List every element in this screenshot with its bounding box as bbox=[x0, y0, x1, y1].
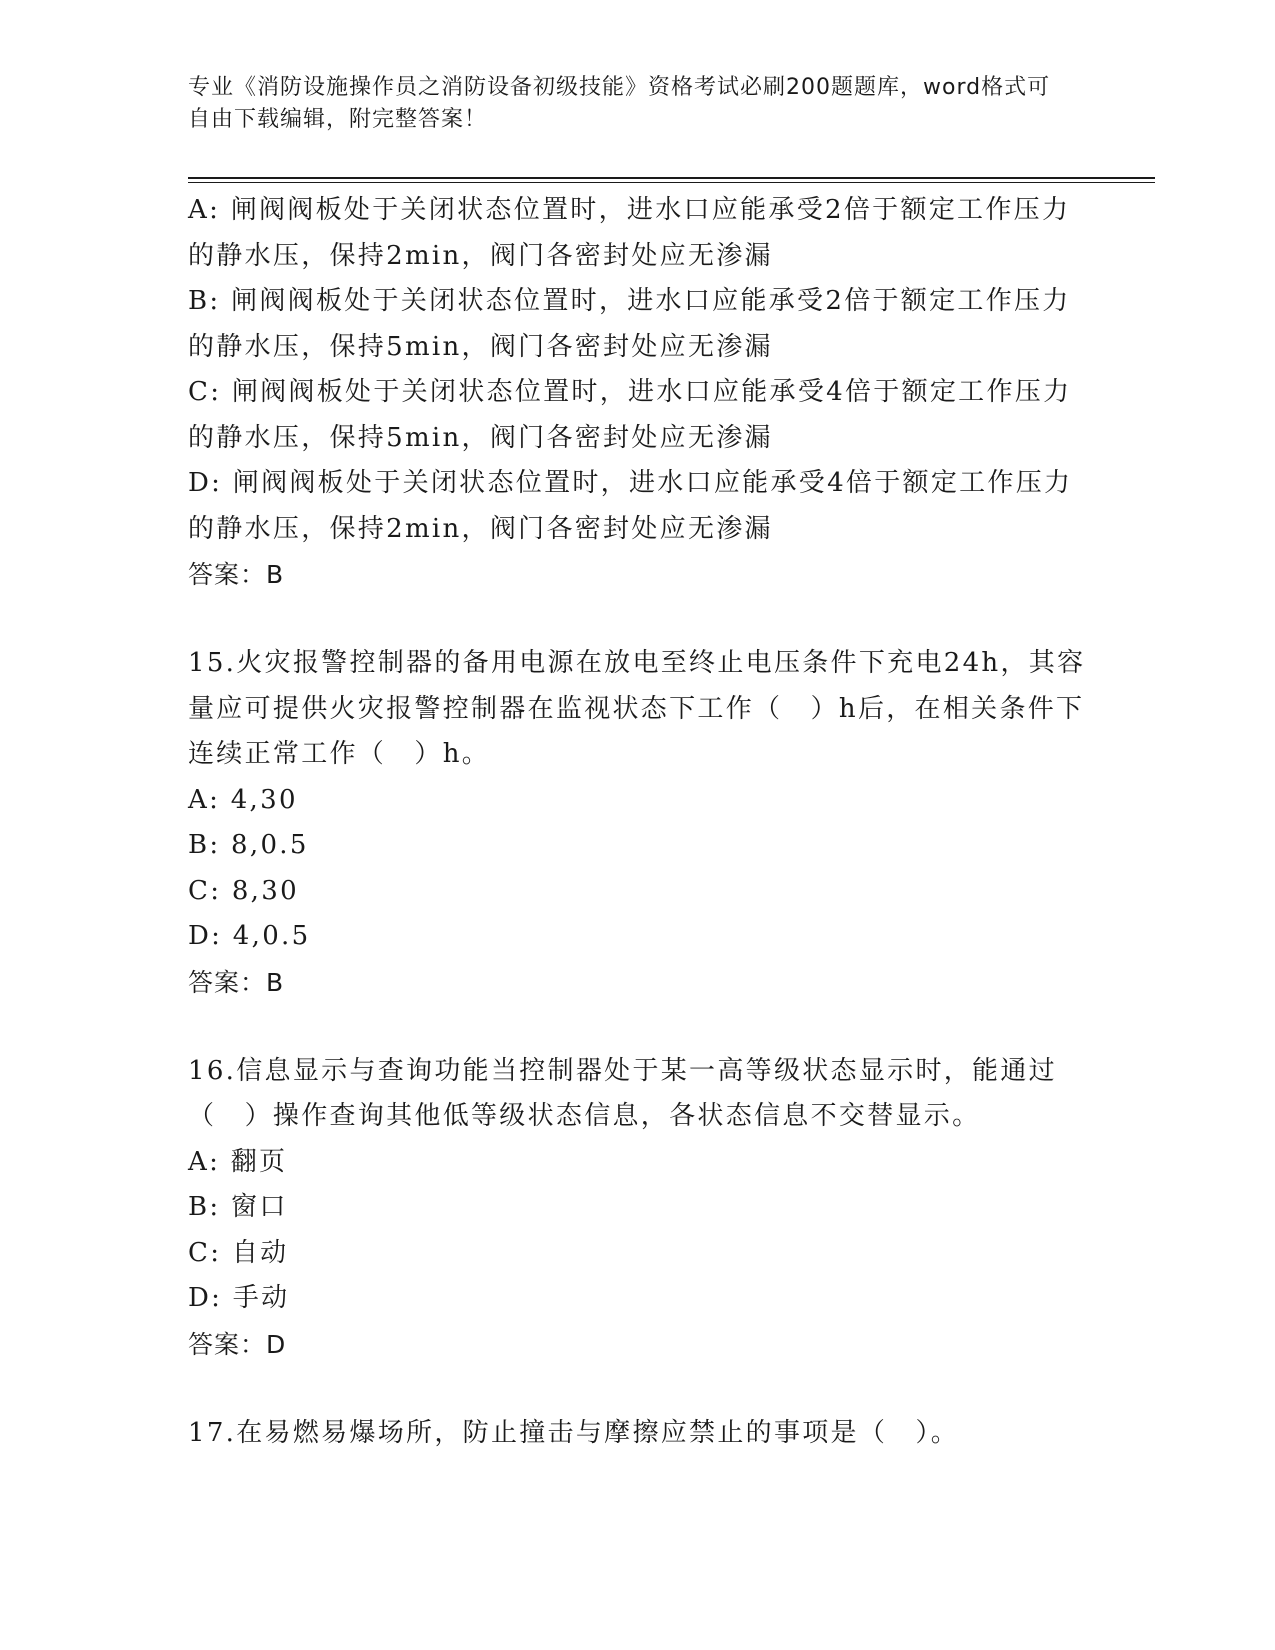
question-block bbox=[188, 188, 1088, 598]
option-label: C : bbox=[188, 1238, 232, 1268]
question-stem: 17.在易燃易爆场所，防止撞击与摩擦应禁止的事项是（ ）。 bbox=[188, 1417, 960, 1448]
option-label: D : bbox=[188, 468, 233, 498]
option-text: 手动 bbox=[232, 1283, 290, 1313]
option-label: D : bbox=[188, 1283, 233, 1313]
option-text: 翻页 bbox=[230, 1146, 288, 1177]
header-divider-thick bbox=[188, 177, 1155, 179]
option-text: 闸阀阀板处于关闭状态位置时，进水口应能承受4倍于额定工作压力的静水压，保持5min，阀门各密封处应无渗漏 bbox=[188, 377, 1072, 453]
option-a bbox=[188, 1140, 1088, 1186]
option-text: 闸阀阀板处于关闭状态位置时，进水口应能承受2倍于额定工作压力的静水压，保持5min，阀门各密封处应无渗漏 bbox=[188, 286, 1071, 362]
option-label: B : bbox=[188, 830, 231, 860]
answer-line: 答案：B bbox=[188, 560, 285, 589]
option-b bbox=[188, 823, 1088, 869]
question-block bbox=[188, 641, 1088, 1006]
question-stem: 15.火灾报警控制器的备用电源在放电至终止电压条件下充电24h，其容量应可提供火灾报警控制器在监视状态下工作（ ）h后，在相关条件下连续正常工作（ ）h。 bbox=[188, 648, 1086, 769]
option-c bbox=[188, 869, 1088, 915]
option-label: A : bbox=[188, 195, 231, 225]
option-c bbox=[188, 370, 1088, 461]
document-header: 专业《消防设施操作员之消防设备初级技能》资格考试必刷200题题库，word格式可自由下载编辑，附完整答案！ bbox=[188, 75, 1051, 132]
option-d bbox=[188, 1276, 1088, 1322]
option-b bbox=[188, 279, 1088, 370]
question-block bbox=[188, 1411, 1088, 1457]
option-text: 4,0.5 bbox=[232, 921, 311, 951]
option-label: A : bbox=[188, 785, 231, 815]
option-label: C : bbox=[188, 876, 232, 906]
option-label: B : bbox=[188, 286, 231, 316]
option-label: C : bbox=[188, 377, 232, 407]
option-d bbox=[188, 461, 1088, 552]
option-text: 窗口 bbox=[231, 1192, 288, 1222]
option-text: 8,0.5 bbox=[231, 830, 309, 860]
option-text: 4,30 bbox=[230, 784, 298, 815]
option-a bbox=[188, 778, 1088, 824]
option-a bbox=[188, 188, 1088, 279]
question-list bbox=[188, 188, 1088, 1456]
option-text: 自动 bbox=[231, 1237, 289, 1268]
header-divider-thin bbox=[188, 182, 1155, 183]
option-text: 8,30 bbox=[231, 875, 299, 906]
option-b bbox=[188, 1185, 1088, 1231]
option-label: D : bbox=[188, 921, 233, 951]
option-label: A : bbox=[188, 1147, 231, 1177]
option-c bbox=[188, 1231, 1088, 1277]
question-stem: 16.信息显示与查询功能当控制器处于某一高等级状态显示时，能通过（ ）操作查询其他低等级状态信息，各状态信息不交替显示。 bbox=[188, 1055, 1057, 1131]
question-block bbox=[188, 1049, 1088, 1368]
option-label: B : bbox=[188, 1192, 231, 1222]
option-text: 闸阀阀板处于关闭状态位置时，进水口应能承受4倍于额定工作压力的静水压，保持2min，阀门各密封处应无渗漏 bbox=[188, 468, 1073, 544]
answer-line: 答案：D bbox=[188, 1329, 287, 1359]
option-d bbox=[188, 914, 1088, 960]
answer-line: 答案：B bbox=[188, 967, 285, 997]
option-text: 闸阀阀板处于关闭状态位置时，进水口应能承受2倍于额定工作压力的静水压，保持2min，阀门各密封处应无渗漏 bbox=[188, 195, 1071, 271]
